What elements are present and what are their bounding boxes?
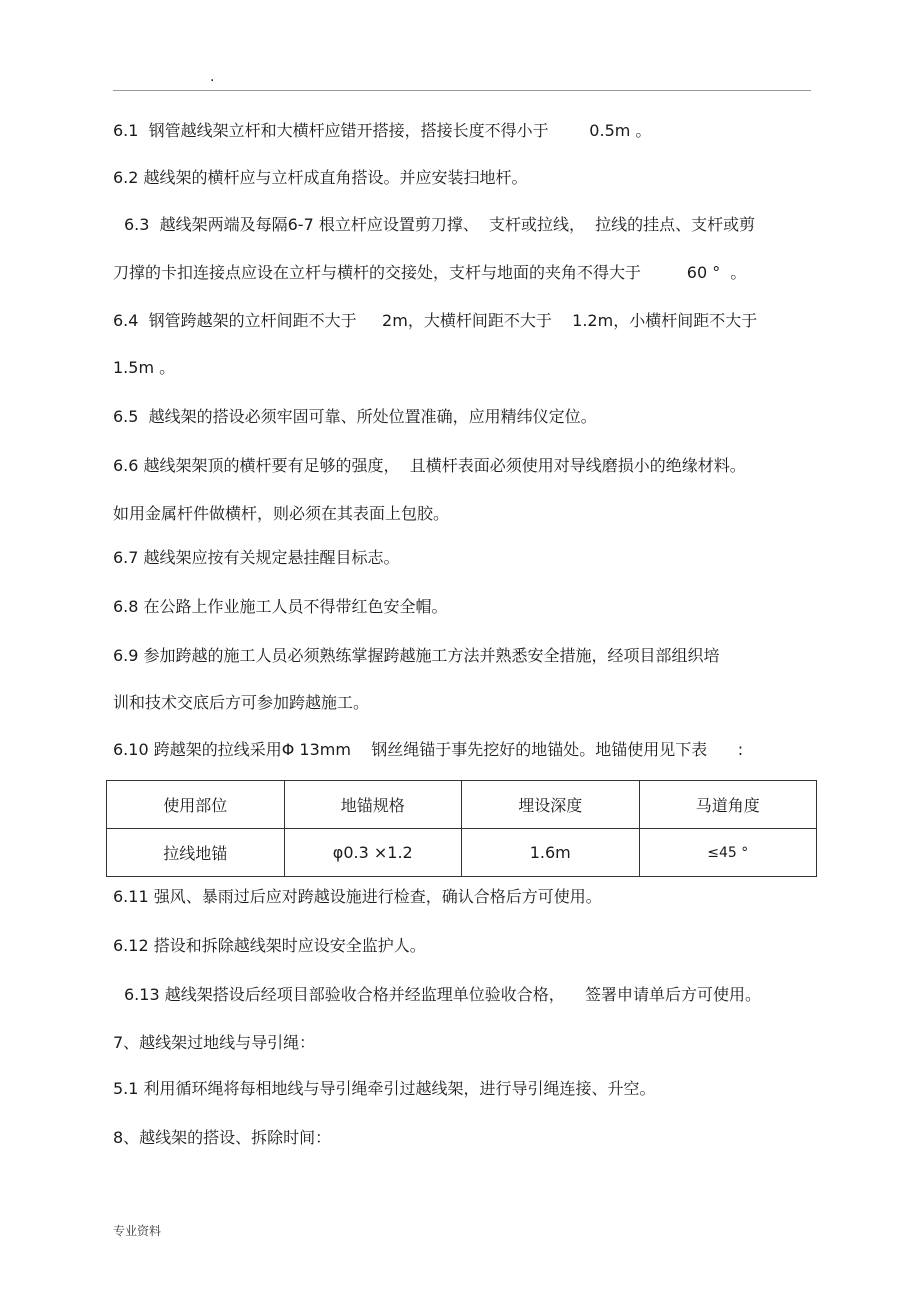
- paragraph-6-4-line-1: 6.4 钢管跨越架的立杆间距不大于 2m，大横杆间距不大于 1.2m，小横杆间距不大于: [113, 311, 758, 330]
- table-cell: 拉线地锚: [107, 829, 285, 877]
- header-mark: .: [210, 69, 215, 85]
- table-header-cell: 埋设深度: [462, 781, 640, 829]
- paragraph-5-1: 5.1 利用循环绳将每相地线与导引绳牵引过越线架，进行导引绳连接、升空。: [113, 1079, 656, 1098]
- table-header-cell: 马道角度: [639, 781, 817, 829]
- table-cell: φ0.3 ×1.2: [284, 829, 462, 877]
- paragraph-6-13: 6.13 越线架搭设后经项目部验收合格并经监理单位验收合格， 签署申请单后方可使用。: [124, 985, 762, 1004]
- table-header-cell: 地锚规格: [284, 781, 462, 829]
- paragraph-6-6-line-2: 如用金属杆件做横杆，则必须在其表面上包胶。: [113, 504, 450, 523]
- section-8-heading: 8、越线架的搭设、拆除时间：: [113, 1128, 332, 1147]
- paragraph-6-1: 6.1 钢管越线架立杆和大横杆应错开搭接，搭接长度不得小于 0.5m 。: [113, 121, 652, 140]
- paragraph-6-9-line-2: 训和技术交底后方可参加跨越施工。: [113, 693, 370, 712]
- table-header-cell: 使用部位: [107, 781, 285, 829]
- paragraph-6-3-line-2: 刀撑的卡扣连接点应设在立杆与横杆的交接处，支杆与地面的夹角不得大于 60 ° 。: [113, 263, 747, 282]
- table-row: [107, 829, 817, 877]
- paragraph-6-9-line-1: 6.9 参加跨越的施工人员必须熟练掌握跨越施工方法并熟悉安全措施，经项目部组织培: [113, 646, 720, 665]
- paragraph-6-10: 6.10 跨越架的拉线采用Φ 13mm 钢丝绳锚于事先挖好的地锚处。地锚使用见下表 :: [113, 740, 744, 759]
- paragraph-6-7: 6.7 越线架应按有关规定悬挂醒目标志。: [113, 548, 400, 567]
- section-7-heading: 7、越线架过地线与导引绳：: [113, 1033, 316, 1052]
- paragraph-6-6-line-1: 6.6 越线架架顶的横杆要有足够的强度， 且横杆表面必须使用对导线磨损小的绝缘材料。: [113, 456, 746, 475]
- paragraph-6-11: 6.11 强风、暴雨过后应对跨越设施进行检查，确认合格后方可使用。: [113, 887, 602, 906]
- paragraph-6-5: 6.5 越线架的搭设必须牢固可靠、所处位置准确，应用精纬仪定位。: [113, 407, 597, 426]
- ground-anchor-table: [106, 780, 817, 877]
- paragraph-6-3-line-1: 6.3 越线架两端及每隔6-7 根立杆应设置剪刀撑、 支杆或拉线， 拉线的挂点、支杆或剪: [124, 215, 756, 234]
- paragraph-6-8: 6.8 在公路上作业施工人员不得带红色安全帽。: [113, 597, 448, 616]
- table-cell: ≤45 °: [639, 829, 817, 877]
- table-cell: 1.6m: [462, 829, 640, 877]
- footer-label: 专业资料: [113, 1224, 162, 1238]
- header-divider: [113, 90, 811, 91]
- paragraph-6-4-line-2: 1.5m 。: [113, 358, 176, 377]
- paragraph-6-2: 6.2 越线架的横杆应与立杆成直角搭设。并应安装扫地杆。: [113, 168, 528, 187]
- paragraph-6-12: 6.12 搭设和拆除越线架时应设安全监护人。: [113, 936, 426, 955]
- table-header-row: [107, 781, 817, 829]
